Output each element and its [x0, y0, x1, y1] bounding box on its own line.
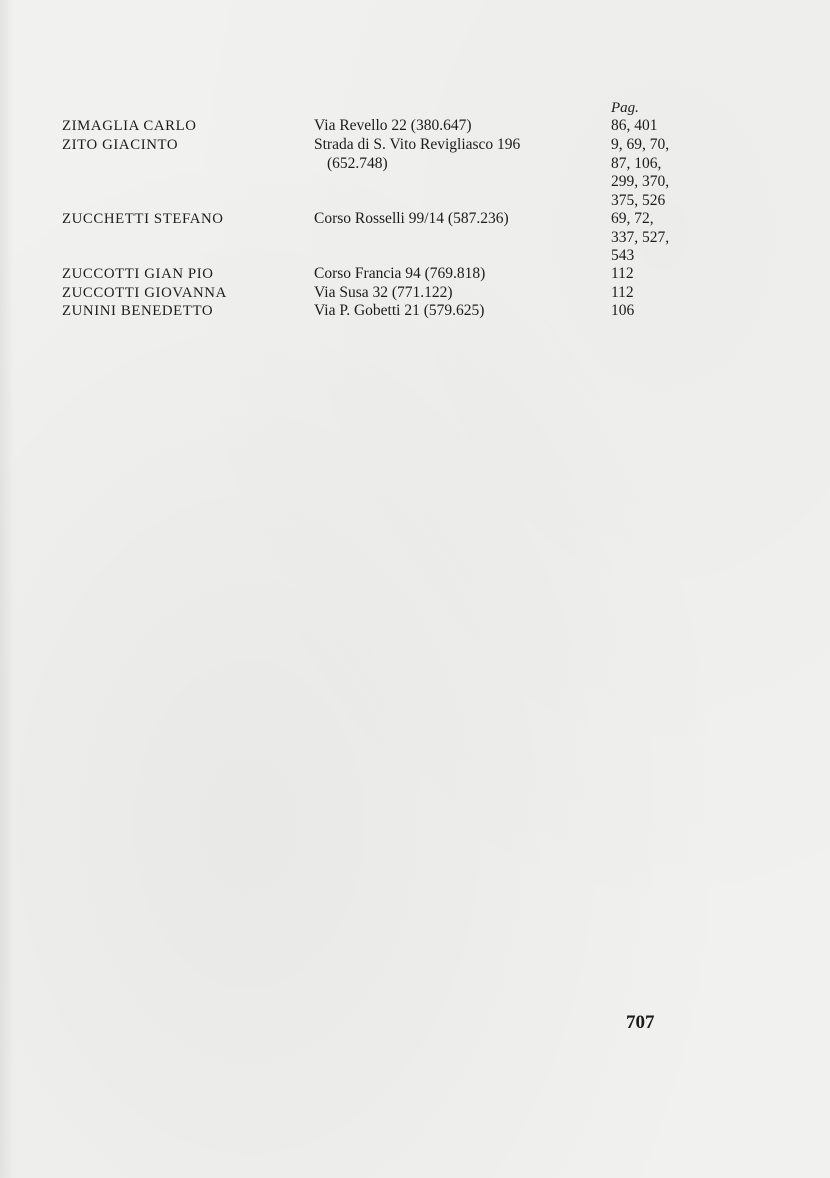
page-edge-shadow	[0, 0, 14, 1178]
page-refs-line: 112	[611, 265, 634, 282]
entry-address	[314, 265, 485, 284]
page-refs-line: 69, 72,	[611, 210, 654, 227]
page-refs-line: 112	[611, 284, 634, 301]
address-line: Corso Francia 94 (769.818)	[314, 265, 486, 282]
pag-column-header: Pag.	[611, 100, 639, 116]
page-refs-line: 299, 370,	[611, 173, 670, 191]
page-refs-line: 375, 526	[611, 191, 666, 209]
page-refs-line: 86, 401	[611, 117, 658, 134]
page-refs-line: 106	[611, 302, 635, 319]
entry-pages	[611, 210, 669, 266]
entry-pages	[611, 302, 634, 321]
entry-pages	[611, 265, 634, 284]
entry-address	[314, 284, 453, 303]
entry-pages	[611, 136, 669, 210]
entry-name: ZUCCOTTI GIOVANNA	[62, 285, 227, 301]
address-line: Via Revello 22 (380.647)	[314, 117, 472, 134]
address-line: Via Susa 32 (771.122)	[314, 284, 453, 301]
address-line: Strada di S. Vito Revigliasco 196	[314, 136, 521, 153]
entry-address	[314, 302, 484, 321]
entry-address	[314, 210, 509, 229]
entry-pages	[611, 284, 634, 303]
address-line: Corso Rosselli 99/14 (587.236)	[314, 210, 509, 227]
address-line: (652.748)	[327, 154, 388, 172]
entry-address	[314, 136, 520, 173]
page-refs-line: 87, 106,	[611, 154, 662, 172]
entry-name: ZUCCHETTI STEFANO	[62, 211, 224, 227]
page-refs-line: 337, 527,	[611, 228, 670, 246]
entry-pages	[611, 117, 658, 136]
entry-address	[314, 117, 471, 136]
entry-name: ZIMAGLIA CARLO	[62, 118, 197, 134]
entry-name: ZUCCOTTI GIAN PIO	[62, 266, 214, 282]
address-line: Via P. Gobetti 21 (579.625)	[314, 302, 485, 319]
entry-name: ZUNINI BENEDETTO	[62, 303, 214, 319]
page-refs-line: 9, 69, 70,	[611, 136, 670, 153]
page-refs-line: 543	[611, 247, 635, 265]
entry-name: ZITO GIACINTO	[62, 137, 179, 153]
page-number: 707	[626, 1012, 655, 1033]
